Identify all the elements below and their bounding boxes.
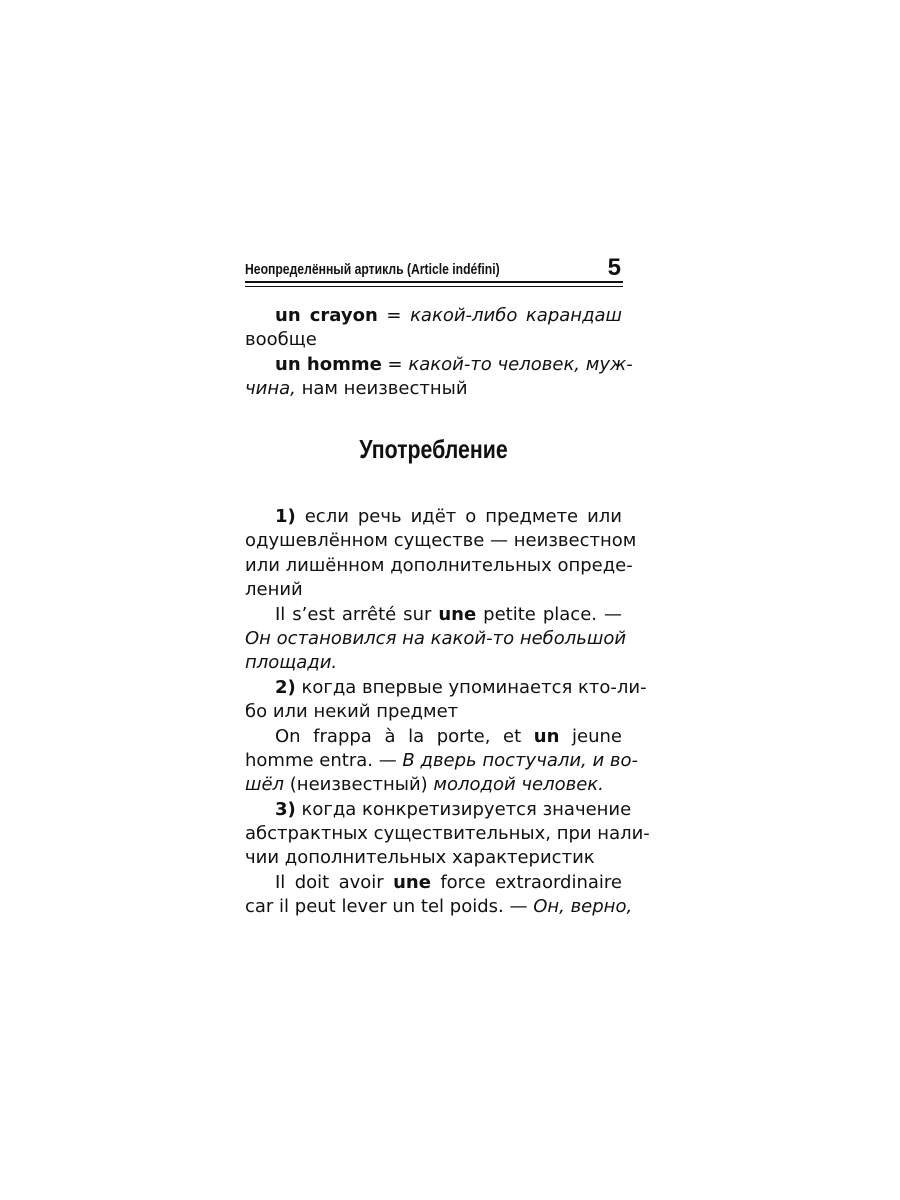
usage-example-line: Он остановился на какой-то небольшой bbox=[245, 627, 627, 649]
example-line: un crayon = какой-либо карандаш bbox=[275, 305, 623, 326]
usage-rule-line: одушевлённом существе — неизвестном bbox=[245, 530, 637, 552]
usage-rule-line: чии дополнительных характеристик bbox=[245, 847, 595, 869]
usage-rule-line: 3) когда конкретизируется значение bbox=[275, 798, 632, 820]
usage-example-line: homme entra. — В дверь постучали, и во- bbox=[245, 749, 639, 771]
example-line: чина, нам неизвестный bbox=[245, 378, 468, 400]
usage-rule-line: 1) если речь идёт о предмете или bbox=[275, 506, 622, 527]
usage-rule-line: 2) когда впервые упоминается кто-ли- bbox=[275, 676, 647, 698]
usage-example-line: площади. bbox=[245, 652, 338, 674]
header-rule-thick bbox=[245, 281, 623, 283]
example-line: un homme = какой-то человек, муж- bbox=[275, 353, 633, 375]
usage-example-line: шёл (неизвестный) молодой человек. bbox=[245, 774, 604, 796]
usage-rule-line: лений bbox=[245, 579, 303, 601]
usage-rule-line: или лишённом дополнительных опреде- bbox=[245, 554, 633, 576]
usage-list bbox=[245, 505, 650, 920]
usage-rule-line: бо или некий предмет bbox=[245, 701, 459, 723]
running-header-title: Неопределённый артикль (Article indéfini) bbox=[245, 262, 500, 278]
example-line: вообще bbox=[245, 329, 317, 351]
header-rule-thin bbox=[245, 286, 623, 287]
usage-rule-line: абстрактных существительных, при нали- bbox=[245, 823, 650, 845]
page-header bbox=[245, 256, 625, 286]
usage-example-line: Il s’est arrêté sur une petite place. — bbox=[275, 603, 622, 625]
usage-example-line: On frappa à la porte, et un jeune bbox=[275, 725, 622, 747]
usage-example-line: car il peut lever un tel poids. — Он, верно, bbox=[245, 896, 633, 918]
section-heading: Употребление bbox=[359, 434, 508, 464]
definition-examples bbox=[245, 304, 633, 402]
page-number: 5 bbox=[607, 254, 621, 281]
usage-example-line: Il doit avoir une force extraordinaire bbox=[275, 871, 622, 893]
